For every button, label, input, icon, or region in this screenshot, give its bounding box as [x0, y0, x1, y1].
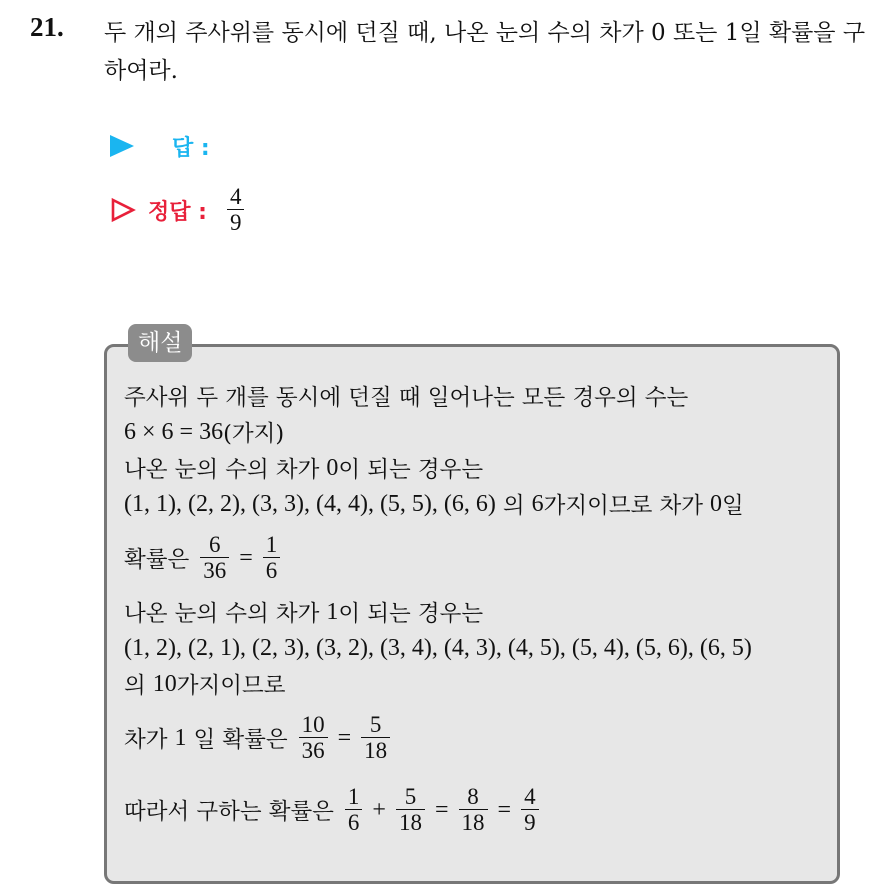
math-number: 6	[531, 490, 544, 517]
explanation-body	[124, 378, 832, 846]
fraction-numerator: 4	[229, 183, 242, 209]
fraction-numerator: 1	[347, 783, 360, 809]
fraction	[361, 713, 390, 763]
explanation-line	[124, 630, 832, 666]
text: 주사위 두 개를 동시에 던질 때 일어나는 모든 경우의 수는	[124, 385, 689, 411]
fraction-denominator: 18	[459, 809, 488, 835]
filled-triangle-icon	[110, 135, 134, 157]
correct-answer-row	[110, 180, 248, 240]
text: 가지이므로	[176, 673, 286, 699]
math-expression: (1, 2), (2, 1), (2, 3), (3, 2), (3, 4), (4, 3), (4, 5), (5, 4), (5, 6), (6, 5)	[124, 634, 752, 661]
text: 확률은	[124, 547, 190, 573]
explanation-line	[124, 522, 832, 594]
text: 이 되는 경우는	[338, 601, 484, 627]
explanation-line	[124, 450, 832, 486]
outline-triangle-icon	[110, 197, 136, 223]
math-number: 1	[326, 598, 339, 625]
equals-sign: =	[497, 796, 512, 823]
question-number: 21.	[30, 12, 64, 42]
fraction-denominator: 36	[200, 557, 229, 583]
text: 의	[124, 673, 146, 699]
equals-sign: =	[337, 724, 352, 751]
fraction-numerator: 5	[404, 783, 417, 809]
fraction	[459, 785, 488, 835]
fraction	[263, 533, 281, 583]
fraction-numerator: 1	[265, 531, 278, 557]
equals-sign: =	[239, 544, 253, 571]
equals-sign: =	[434, 796, 449, 823]
answer-row	[110, 128, 210, 164]
text: 이 되는 경우는	[338, 457, 484, 483]
fraction-denominator: 6	[263, 557, 281, 583]
answer-label: 답 :	[172, 135, 210, 161]
question-text: 두 개의 주사위를 동시에 던질 때, 나온 눈의 수의 차가 0 또는 1일 확률을 구하여라.	[104, 20, 866, 84]
fraction-denominator: 6	[345, 809, 363, 835]
math-expression: (1, 1), (2, 2), (3, 3), (4, 4), (5, 5), (6, 6)	[124, 490, 496, 517]
text: 일 확률은	[193, 727, 288, 753]
fraction-denominator: 9	[227, 209, 245, 235]
math-number: 1	[174, 724, 187, 751]
explanation-line	[124, 594, 832, 630]
math-number: 10	[152, 670, 177, 697]
text: 나온 눈의 수의 차가	[124, 457, 320, 483]
correct-answer-label: 정답 :	[148, 199, 207, 225]
fraction-numerator: 6	[208, 531, 221, 557]
fraction	[396, 785, 425, 835]
fraction-denominator: 9	[521, 809, 539, 835]
fraction	[345, 785, 363, 835]
fraction-denominator: 18	[361, 737, 390, 763]
text: 나온 눈의 수의 차가	[124, 601, 320, 627]
correct-answer-fraction	[227, 185, 245, 235]
explanation-line	[124, 774, 832, 846]
math-number: 0	[709, 490, 722, 517]
fraction	[200, 533, 229, 583]
plus-sign: +	[372, 796, 386, 823]
text: 따라서 구하는 확률은	[124, 799, 334, 825]
text: 의	[502, 493, 525, 519]
text: 가지이므로 차가	[543, 493, 703, 519]
explanation-line	[124, 486, 832, 522]
explanation-line	[124, 702, 832, 774]
fraction-denominator: 18	[396, 809, 425, 835]
fraction-numerator: 8	[467, 783, 479, 809]
explanation-tag: 해설	[128, 324, 192, 362]
fraction	[521, 785, 539, 835]
math-number: 0	[326, 454, 339, 481]
text: 차가	[124, 727, 168, 753]
fraction-numerator: 5	[369, 711, 382, 737]
explanation-line	[124, 414, 832, 450]
math-expression: 6 × 6 = 36	[124, 418, 224, 445]
fraction-numerator: 4	[524, 783, 536, 809]
fraction-denominator: 36	[299, 737, 328, 763]
explanation-line	[124, 378, 832, 414]
fraction-numerator: 10	[301, 711, 325, 737]
fraction	[299, 713, 328, 763]
text: (가지)	[223, 421, 285, 447]
explanation-line	[124, 666, 832, 702]
text: 일	[721, 493, 744, 519]
